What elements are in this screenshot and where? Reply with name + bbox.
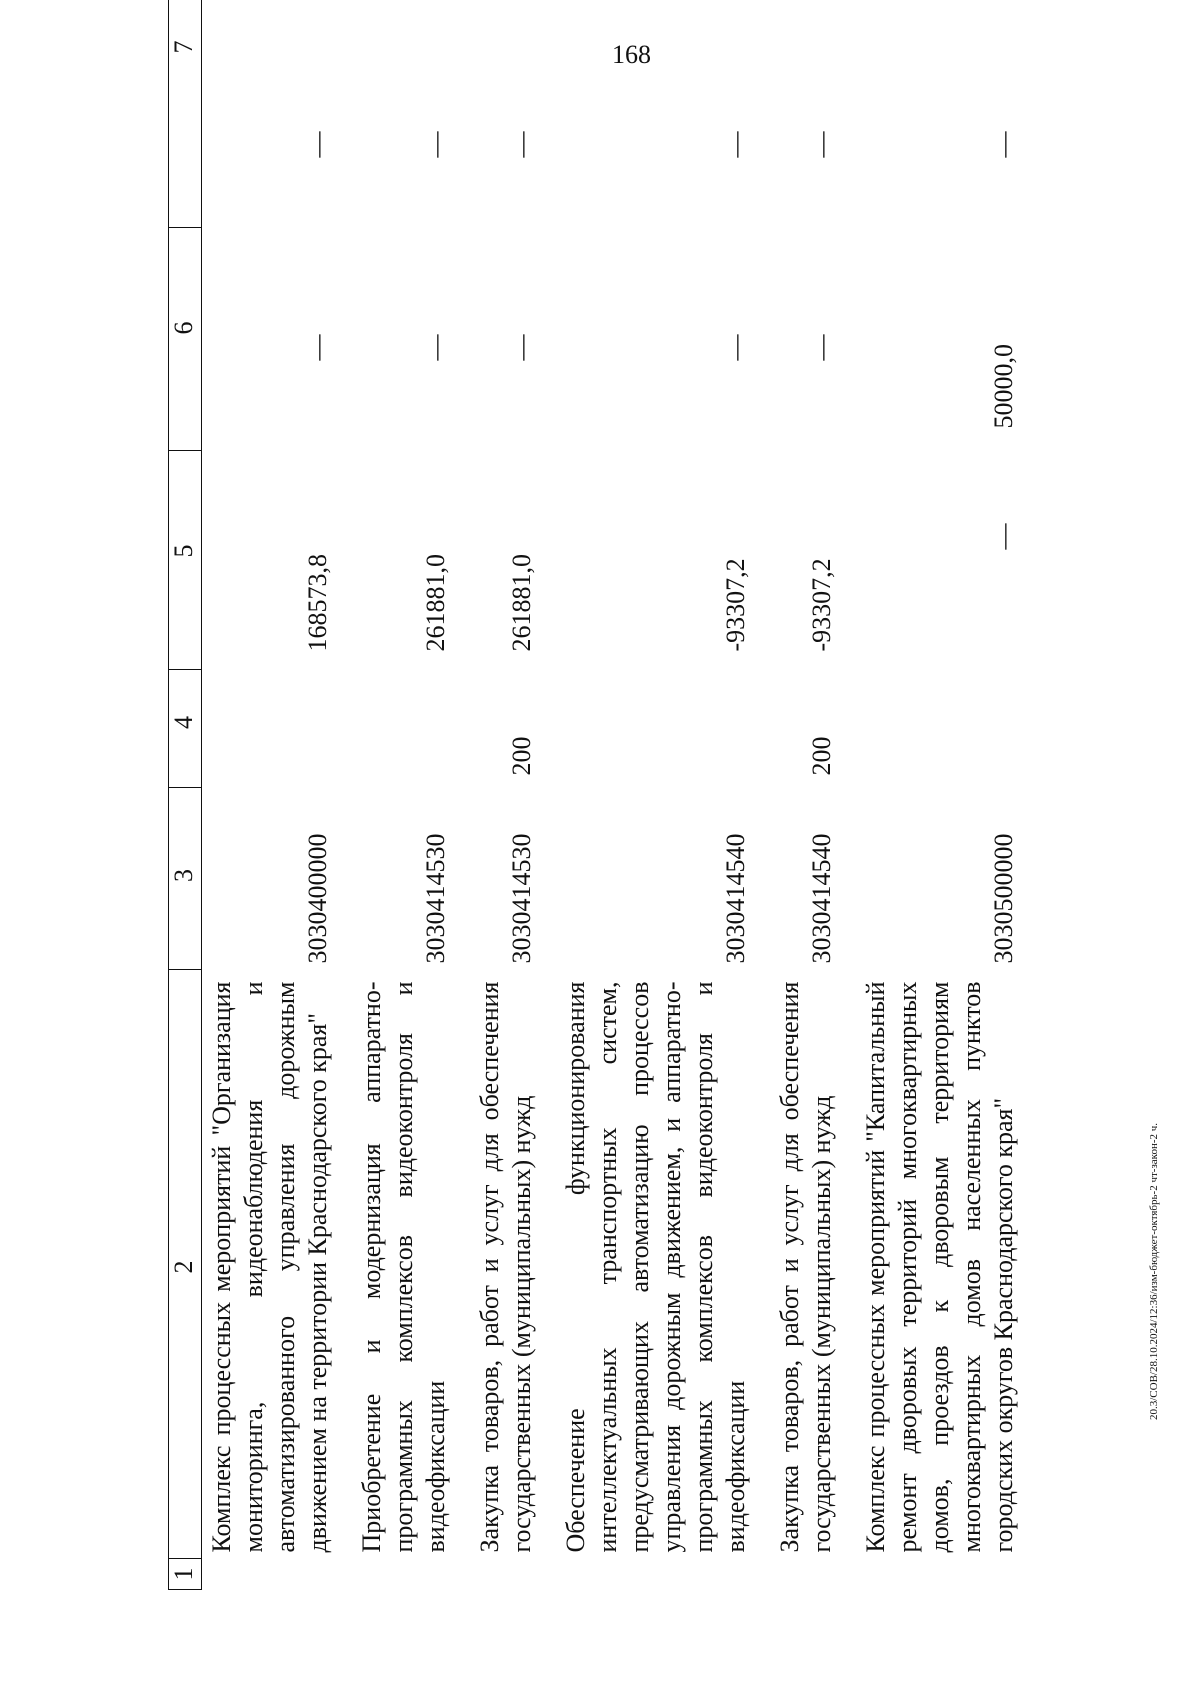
row-name: Комплекс процессных мероприятий "Капитальный ремонт дворовых территорий многоквартирных домов, проездов к дворовым территориям многоквартирных домов населенных пунктов городских округов Краснодарского края" [861,981,1018,1553]
row-value-6: — [421,334,450,361]
row-code: 3030400000 [303,833,332,964]
row-value-6: 50000,0 [989,344,1018,429]
row-value-7: — [721,131,750,158]
row-name: Закупка товаров, работ и услуг для обеспечения государственных (муниципальных) нужд [775,981,836,1553]
budget-table-rotated [168,40,1048,1590]
row-index-cell [856,1559,1038,1590]
table-row [856,0,1038,1590]
row-name: Приобретение и модернизация аппаратно-программных комплексов видеоконтроля и видеофиксации [357,981,450,1553]
row-code: 3030414530 [421,833,450,964]
row-value-5: 261881,0 [507,554,536,652]
table-header-row [169,0,202,1590]
row-value-6: — [721,334,750,361]
page-number: 168 [612,40,651,69]
table-row [352,0,470,1590]
row-index-cell [556,1559,770,1590]
row-value-7: — [989,131,1018,158]
header-col-7: 7 [169,0,202,228]
row-value-6: — [807,334,836,361]
table-row [556,0,770,1590]
row-name: Комплекс процессных мероприятий "Организация мониторинга, видеонаблюдения и автоматизированного управления дорожным движением на территории Краснодарского края" [207,981,332,1553]
row-value-6: — [303,334,332,361]
row-value-6: — [507,334,536,361]
header-col-5: 5 [169,451,202,670]
row-type [556,670,770,788]
row-type: 200 [807,736,836,776]
row-value-5: 168573,8 [303,554,332,652]
row-index-cell [202,1559,353,1590]
row-index-cell [770,1559,856,1590]
row-type [352,670,470,788]
row-name: Обеспечение функционирования интеллектуальных транспортных систем, предусматривающих автоматизацию процессов управления дорожным движением, и аппаратно-программных комплексов видеоконтроля и видеофиксации [561,981,750,1553]
row-value-5: 261881,0 [421,554,450,652]
footer-code: 20.3/СОВ/28.10.2024/12:36/изм-бюджет-октябрь-2 чт-закон-2 ч. [1148,1122,1160,1420]
row-code: 3030414540 [807,833,836,964]
budget-table [168,0,1038,1590]
header-col-2: 2 [169,970,202,1559]
row-code: 3030500000 [989,833,1018,964]
row-value-5: — [989,523,1018,550]
header-col-3: 3 [169,788,202,970]
row-name: Закупка товаров, работ и услуг для обеспечения государственных (муниципальных) нужд [475,981,536,1553]
row-value-7: — [507,131,536,158]
row-value-7: — [303,131,332,158]
row-index-cell [352,1559,470,1590]
table-row [770,0,856,1590]
table-row [202,0,353,1590]
row-value-7: — [421,131,450,158]
row-index-cell [470,1559,556,1590]
table-row [470,0,556,1590]
row-value-5: -93307,2 [807,558,836,652]
row-code: 3030414540 [721,833,750,964]
header-col-4: 4 [169,670,202,788]
header-col-1: 1 [169,1559,202,1590]
row-type [856,670,1038,788]
row-value-7: — [807,131,836,158]
row-code: 3030414530 [507,833,536,964]
row-value-5: -93307,2 [721,558,750,652]
row-type [202,670,353,788]
row-type: 200 [507,736,536,776]
header-col-6: 6 [169,228,202,451]
